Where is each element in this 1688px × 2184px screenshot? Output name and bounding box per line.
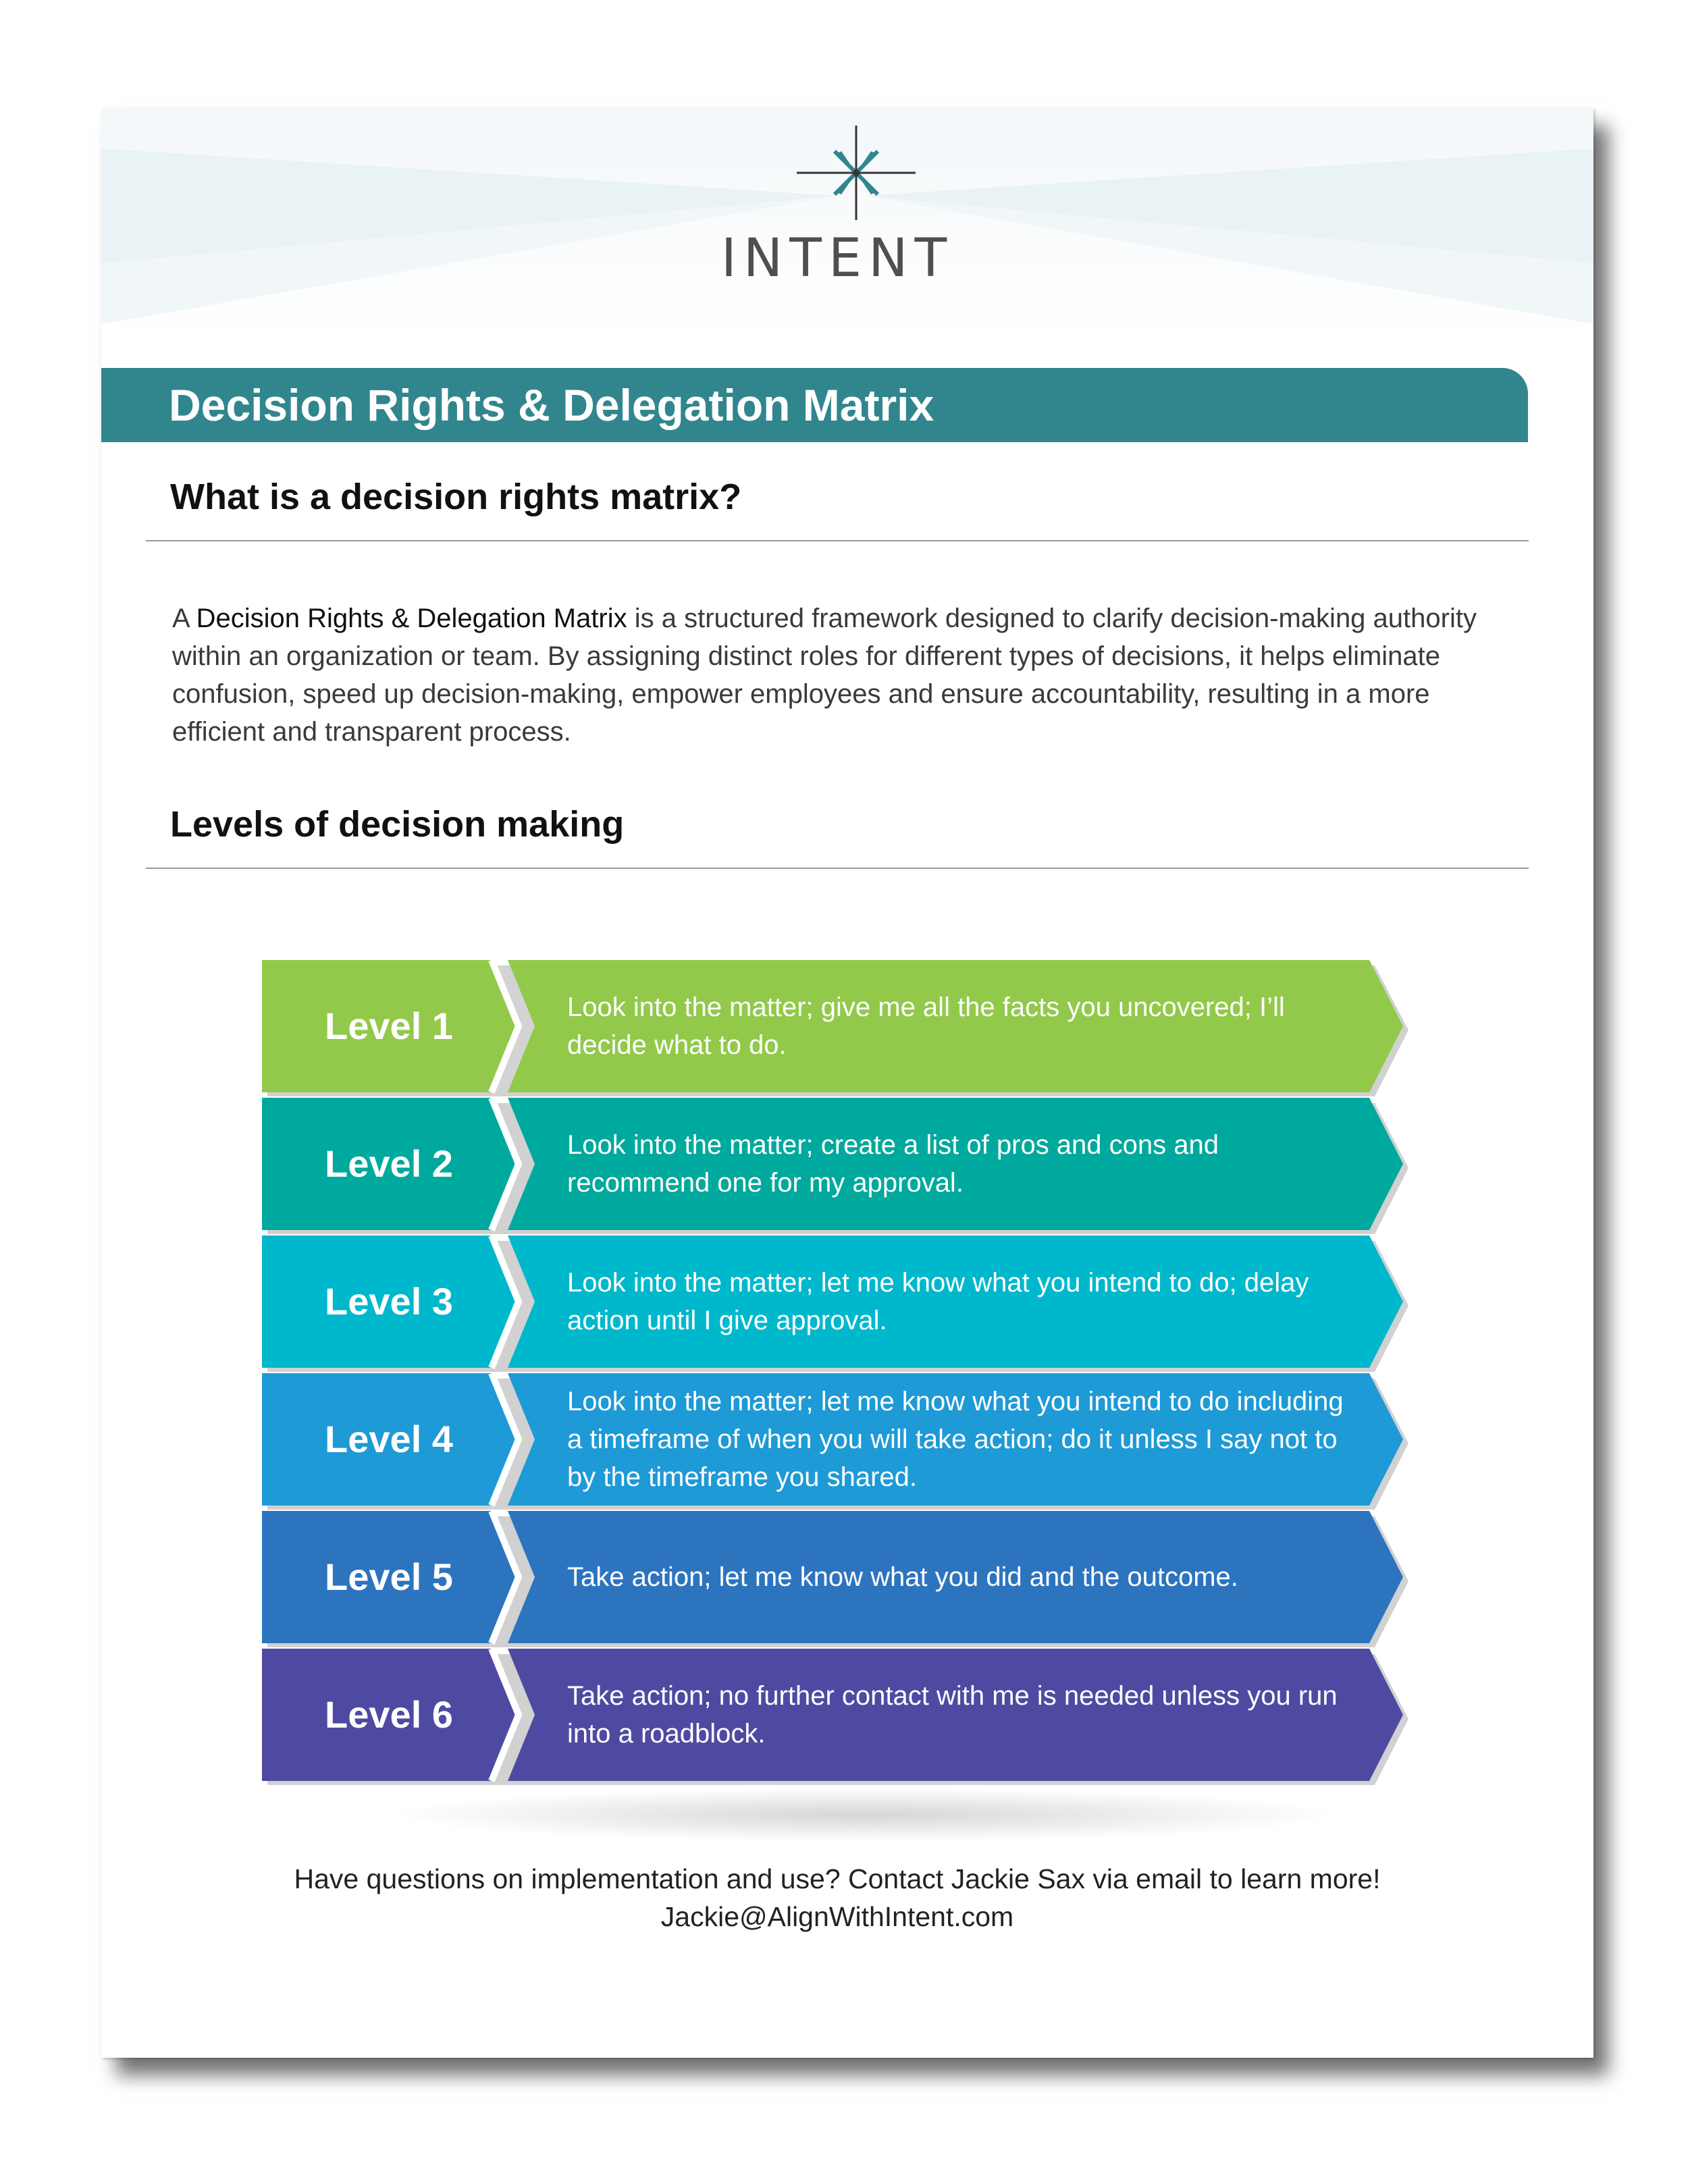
intro-body: is a structured framework designed to clarify decision-making authority within an organization or team. By assigning distinct roles for different types of decisions, it helps eliminate confusion, speed up decision-making, empower employees and ensure accountability, resulting in a more efficient and transparent process. <box>172 604 1477 747</box>
level-description: Look into the matter; let me know what you intend to do including a timeframe of when you will take action; do it unless I say not to by the timeframe you shared. <box>567 1387 1344 1492</box>
level-row <box>262 1511 1410 1643</box>
level-description: Look into the matter; let me know what you intend to do; delay action until I give approval. <box>567 1268 1309 1335</box>
intro-term: Decision Rights & Delegation Matrix <box>196 604 627 633</box>
level-label: Level 1 <box>325 1005 453 1047</box>
section-heading-what-is: What is a decision rights matrix? <box>170 477 742 517</box>
level-description: Look into the matter; create a list of pros and cons and recommend one for my approval. <box>567 1130 1219 1198</box>
section-divider <box>146 868 1529 869</box>
brand-name: INTENT <box>720 228 954 289</box>
page-title: Decision Rights & Delegation Matrix <box>169 380 934 430</box>
level-label: Level 3 <box>325 1280 453 1323</box>
title-bar <box>101 368 1528 442</box>
levels-diagram <box>262 960 1410 1797</box>
level-label: Level 4 <box>325 1418 453 1460</box>
level-label: Level 6 <box>325 1693 453 1736</box>
level-label: Level 2 <box>325 1142 453 1185</box>
level-row <box>262 1649 1410 1781</box>
level-label: Level 5 <box>325 1555 453 1598</box>
level-row <box>262 960 1410 1092</box>
level-description: Take action; no further contact with me is needed unless you run into a roadblock. <box>567 1681 1338 1749</box>
contact-line: Have questions on implementation and use? Contact Jackie Sax via email to learn more! <box>294 1863 1381 1894</box>
intro-prefix: A <box>172 604 196 633</box>
section-divider <box>146 540 1529 541</box>
intro-paragraph <box>172 600 1523 751</box>
section-heading-levels: Levels of decision making <box>170 804 625 845</box>
level-row <box>262 1373 1410 1506</box>
contact-email[interactable]: Jackie@AlignWithIntent.com <box>660 1901 1014 1932</box>
level-description: Look into the matter; give me all the facts you uncovered; I’ll decide what to do. <box>567 992 1285 1060</box>
level-row <box>262 1098 1410 1230</box>
document-page <box>101 108 1593 2058</box>
level-row <box>262 1235 1410 1368</box>
intent-star-icon <box>789 124 924 246</box>
level-description: Take action; let me know what you did and the outcome. <box>567 1562 1238 1592</box>
